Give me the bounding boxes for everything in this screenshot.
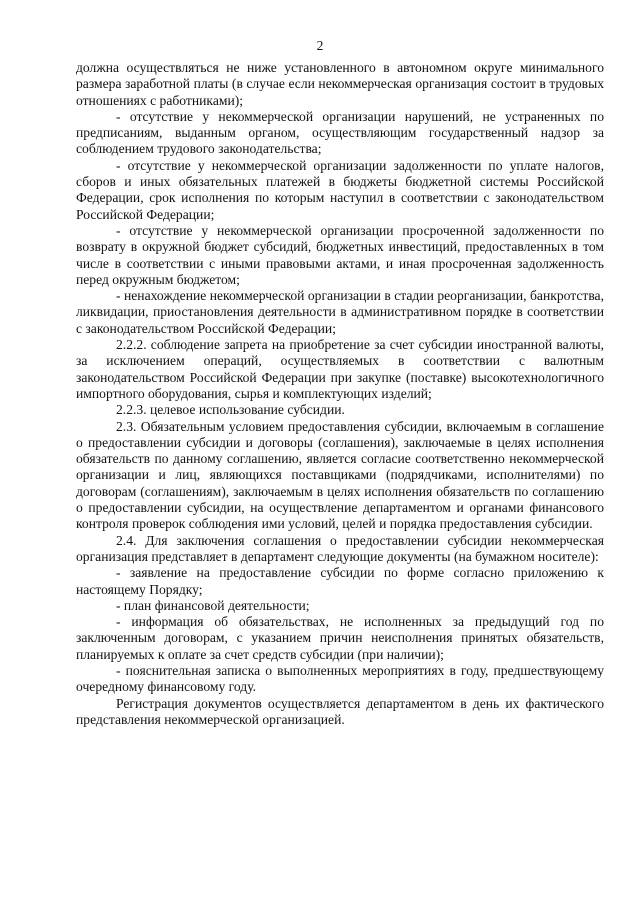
paragraph: 2.2.3. целевое использование субсидии.	[116, 402, 345, 418]
page-number: 2	[316, 38, 324, 53]
paragraph: - отсутствие у некоммерческой организации нарушений, не устраненных по предписаниям, выданным органом, осуществляющим государственный надзор за соблюдением трудового законодательства;	[76, 108, 604, 157]
paragraph: 2.2.2. соблюдение запрета на приобретение за счет субсидии иностранной валюты, за исключением операций, осуществляемых в соответствии с валютным законодательством Российской Федерации при закупке (поставке) высокотехнологичного импортного оборудования, сырья и комплектующих изделий;	[76, 337, 604, 401]
paragraph: - информация об обязательствах, не исполненных за предыдущий год по заключенным договорам, с указанием причин неисполнения принятых обязательств, планируемых к оплате за счет средств субсидии (при наличии);	[76, 614, 604, 662]
paragraph: 2.3. Обязательным условием предоставления субсидии, включаемым в соглашение о предоставлении субсидии и договоры (соглашения), заключаемые в целях исполнения обязательств по данному соглашению, является согласие соответственно некоммерческой организации и лиц, являющихся поставщиками (подрядчиками, исполнителями) по договорам (соглашениям), заключаемым в целях исполнения обязательств по соглашению о предоставлении субсидии, на осуществление департаментом и органами финансового контроля проверок соблюдения ими условий, целей и порядка предоставления субсидии.	[76, 418, 604, 532]
paragraph: - отсутствие у некоммерческой организации задолженности по уплате налогов, сборов и иных обязательных платежей в бюджеты бюджетной системы Российской Федерации, срок исполнения по которым наступил в соответствии с законодательством Российской Федерации;	[76, 157, 604, 222]
paragraph: - ненахождение некоммерческой организации в стадии реорганизации, банкротства, ликвидации, приостановления деятельности в административном порядке в соответствии с законодательством Российской Федерации;	[76, 288, 604, 336]
paragraph: - план финансовой деятельности;	[116, 597, 310, 613]
paragraph: - заявление на предоставление субсидии по форме согласно приложению к настоящему Порядку;	[76, 565, 604, 597]
paragraph: - отсутствие у некоммерческой организации просроченной задолженности по возврату в окружной бюджет субсидий, бюджетных инвестиций, предоставленных в том числе в соответствии с иными правовыми актами, и иная просроченная задолженность перед окружным бюджетом;	[76, 222, 604, 287]
paragraph: Регистрация документов осуществляется департаментом в день их фактического представления некоммерческой организацией.	[76, 695, 604, 727]
document-body	[76, 60, 604, 728]
paragraph: 2.4. Для заключения соглашения о предоставлении субсидии некоммерческая организация представляет в департамент следующие документы (на бумажном носителе):	[76, 532, 604, 564]
paragraph: - пояснительная записка о выполненных мероприятиях в году, предшествующему очередному финансовому году.	[76, 662, 604, 695]
paragraph: должна осуществляться не ниже установленного в автономном округе минимального размера заработной платы (в случае если некоммерческая организация состоит в трудовых отношениях с работниками);	[76, 60, 604, 108]
